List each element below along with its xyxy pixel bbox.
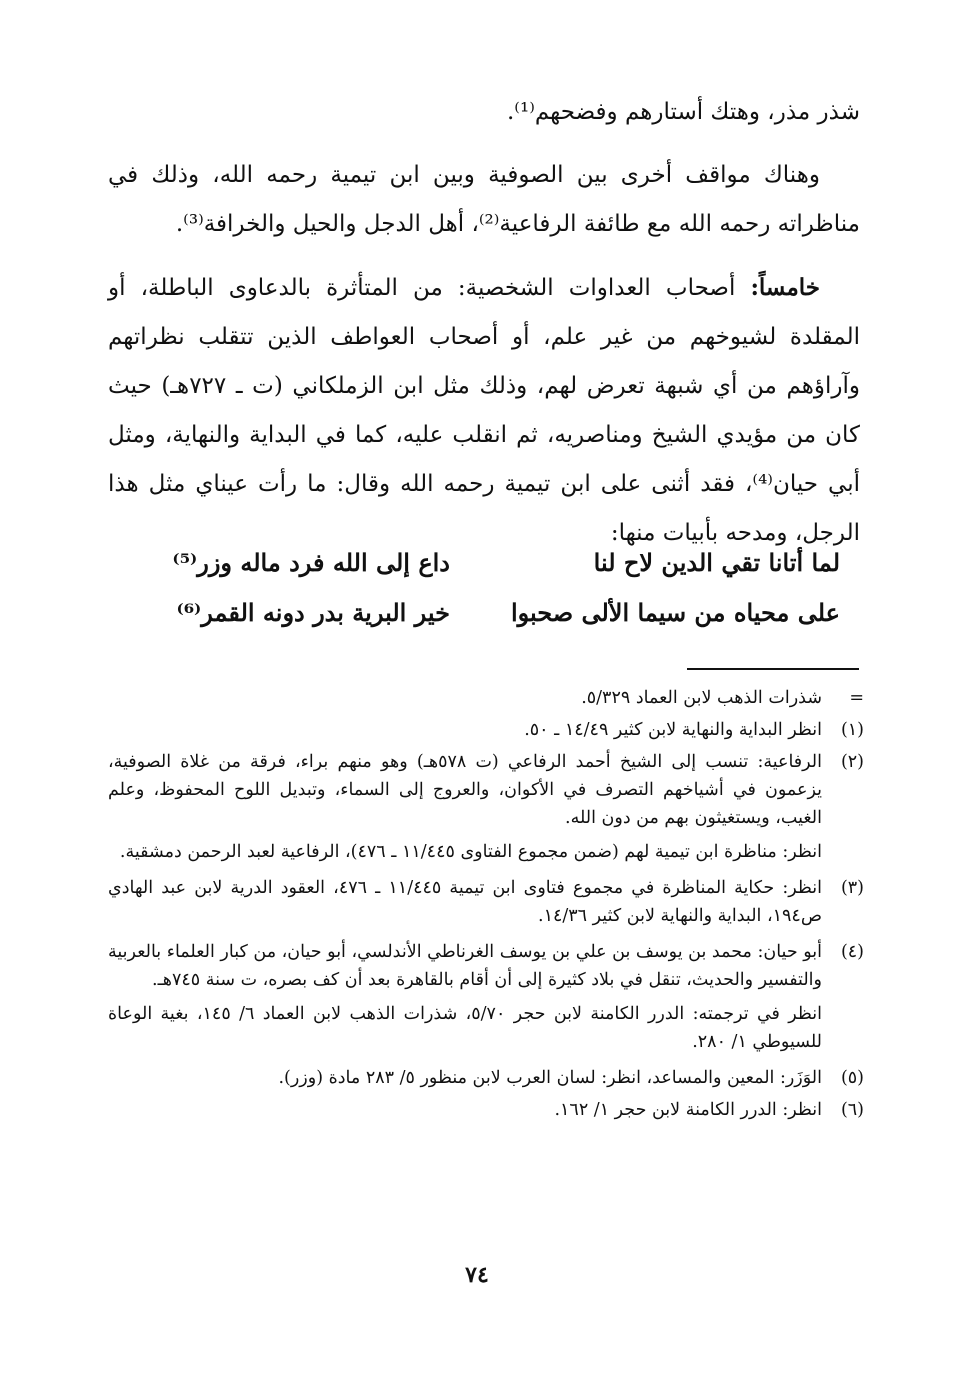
page-number: ٧٤ <box>465 1262 489 1288</box>
paragraph-continuation: شذر مذر، وهتك أستارهم وفضحهم⁽¹⁾. <box>507 99 860 125</box>
footnote-4 <box>108 938 864 1056</box>
footnote-text: أبو حيان: محمد بن يوسف بن علي بن يوسف الغرناطي الأندلسي، أبو حيان، من كبار العلماء بالعربية والتفسير والحديث، تنقل في بلاد كثيرة إلى أن أقام بالقاهرة بعد أن كف بصره، ت سنة ٧٤٥هـ. <box>108 942 822 990</box>
footnote-text: انظر: مناظرة ابن تيمية لهم (ضمن مجموع الفتاوى ١١/٤٤٥ ـ ٤٧٦)، الرفاعية لعبد الرحمن دمشقية. <box>119 842 822 862</box>
footnote-5 <box>108 1064 864 1092</box>
footnote-continuation <box>108 684 864 712</box>
paragraph-sufi-positions <box>108 151 860 249</box>
footnote-text: الرفاعية: تنسب إلى الشيخ أحمد الرفاعي (ت ٥٧٨هـ) وهو منهم براء، فرقة من غلاة الصوفية، يزعمون في أشياخهم التصرف في الأكوان، والعروج إلى السماء، وتبديل اللوح المحفوظ، وعلم الغيب، ويستغيثون بهم من دون الله. <box>108 752 822 828</box>
footnote-number: (٦) <box>840 1100 864 1120</box>
footnote-number: (١) <box>840 720 864 740</box>
footnote-number: (٢) <box>840 752 864 772</box>
footnote-3 <box>108 874 864 930</box>
footnote-text: انظر في ترجمته: الدرر الكامنة لابن حجر ٥/٧٠، شذرات الذهب لابن العماد ٦/ ١٤٥، بغية الوعاة للسيوطي ١/ ٢٨٠. <box>108 1004 822 1052</box>
footnote-text: الوَزَر: المعين والمساعد، انظر: لسان العرب لابن منظور ٥/ ٢٨٣ مادة (وزر). <box>278 1068 822 1088</box>
verse-2-first-hemistich: على محياه من سيما الألى صحبوا <box>510 598 840 627</box>
footnote-marker: = <box>849 688 864 708</box>
main-text <box>108 88 860 558</box>
paragraph-personal-enmities <box>108 263 860 558</box>
verse-1-first-hemistich: لما أتانا تقي الدين لاح لنا <box>593 548 840 577</box>
footnote-number: (٣) <box>840 878 864 898</box>
verse-2-second-hemistich: خير البرية بدر دونه القمر⁽⁶⁾ <box>176 598 450 627</box>
footnotes <box>108 684 864 1128</box>
section-lead: خامساً: <box>750 274 820 301</box>
verse-1-second-hemistich: داع إلى الله فرد ماله وزر⁽⁵⁾ <box>172 548 450 577</box>
paragraph-sufi-text: وهناك مواقف أخرى بين الصوفية وبين ابن تيمية رحمه الله، وذلك في مناظراته رحمه الله مع طائفة الرفاعية⁽²⁾، أهل الدجل والحيل والخرافة⁽³⁾. <box>108 162 860 237</box>
poem-verses <box>130 540 840 640</box>
footnote-number: (٥) <box>840 1068 864 1088</box>
footnote-text: انظر: حكاية المناظرة في مجموع فتاوى ابن تيمية ١١/٤٤٥ ـ ٤٧٦، العقود الدرية لابن عبد الهادي ص١٩٤، البداية والنهاية لابن كثير ١٤/٣٦. <box>108 878 822 926</box>
footnote-1 <box>108 716 864 744</box>
footnote-2 <box>108 748 864 866</box>
footnote-separator <box>687 668 859 670</box>
paragraph-enmities-text: أصحاب العداوات الشخصية: من المتأثرة بالدعاوى الباطلة، أو المقلدة لشيوخهم من غير علم، أو أصحاب العواطف الذين تتقلب نظراتهم وآراؤهم من أي شبهة تعرض لهم، وذلك مثل ابن الزملكاني (ت ـ ٧٢٧هـ) حيث كان من مؤيدي الشيخ ومناصريه، ثم انقلب عليه، كما في البداية والنهاية، ومثل أبي حيان⁽⁴⁾، فقد أثنى على ابن تيمية رحمه الله وقال: ما رأت عيناي مثل هذا الرجل، ومدحه بأبيات منها: <box>108 275 860 546</box>
verse-line-1 <box>130 540 840 590</box>
footnote-text: شذرات الذهب لابن العماد ٥/٣٢٩. <box>581 688 822 708</box>
verse-line-2 <box>130 590 840 640</box>
footnote-text: انظر: الدرر الكامنة لابن حجر ١/ ١٦٢. <box>554 1100 822 1120</box>
footnote-number: (٤) <box>840 942 864 962</box>
footnote-6 <box>108 1096 864 1124</box>
footnote-text: انظر البداية والنهاية لابن كثير ١٤/٤٩ ـ ٥٠. <box>524 720 822 740</box>
